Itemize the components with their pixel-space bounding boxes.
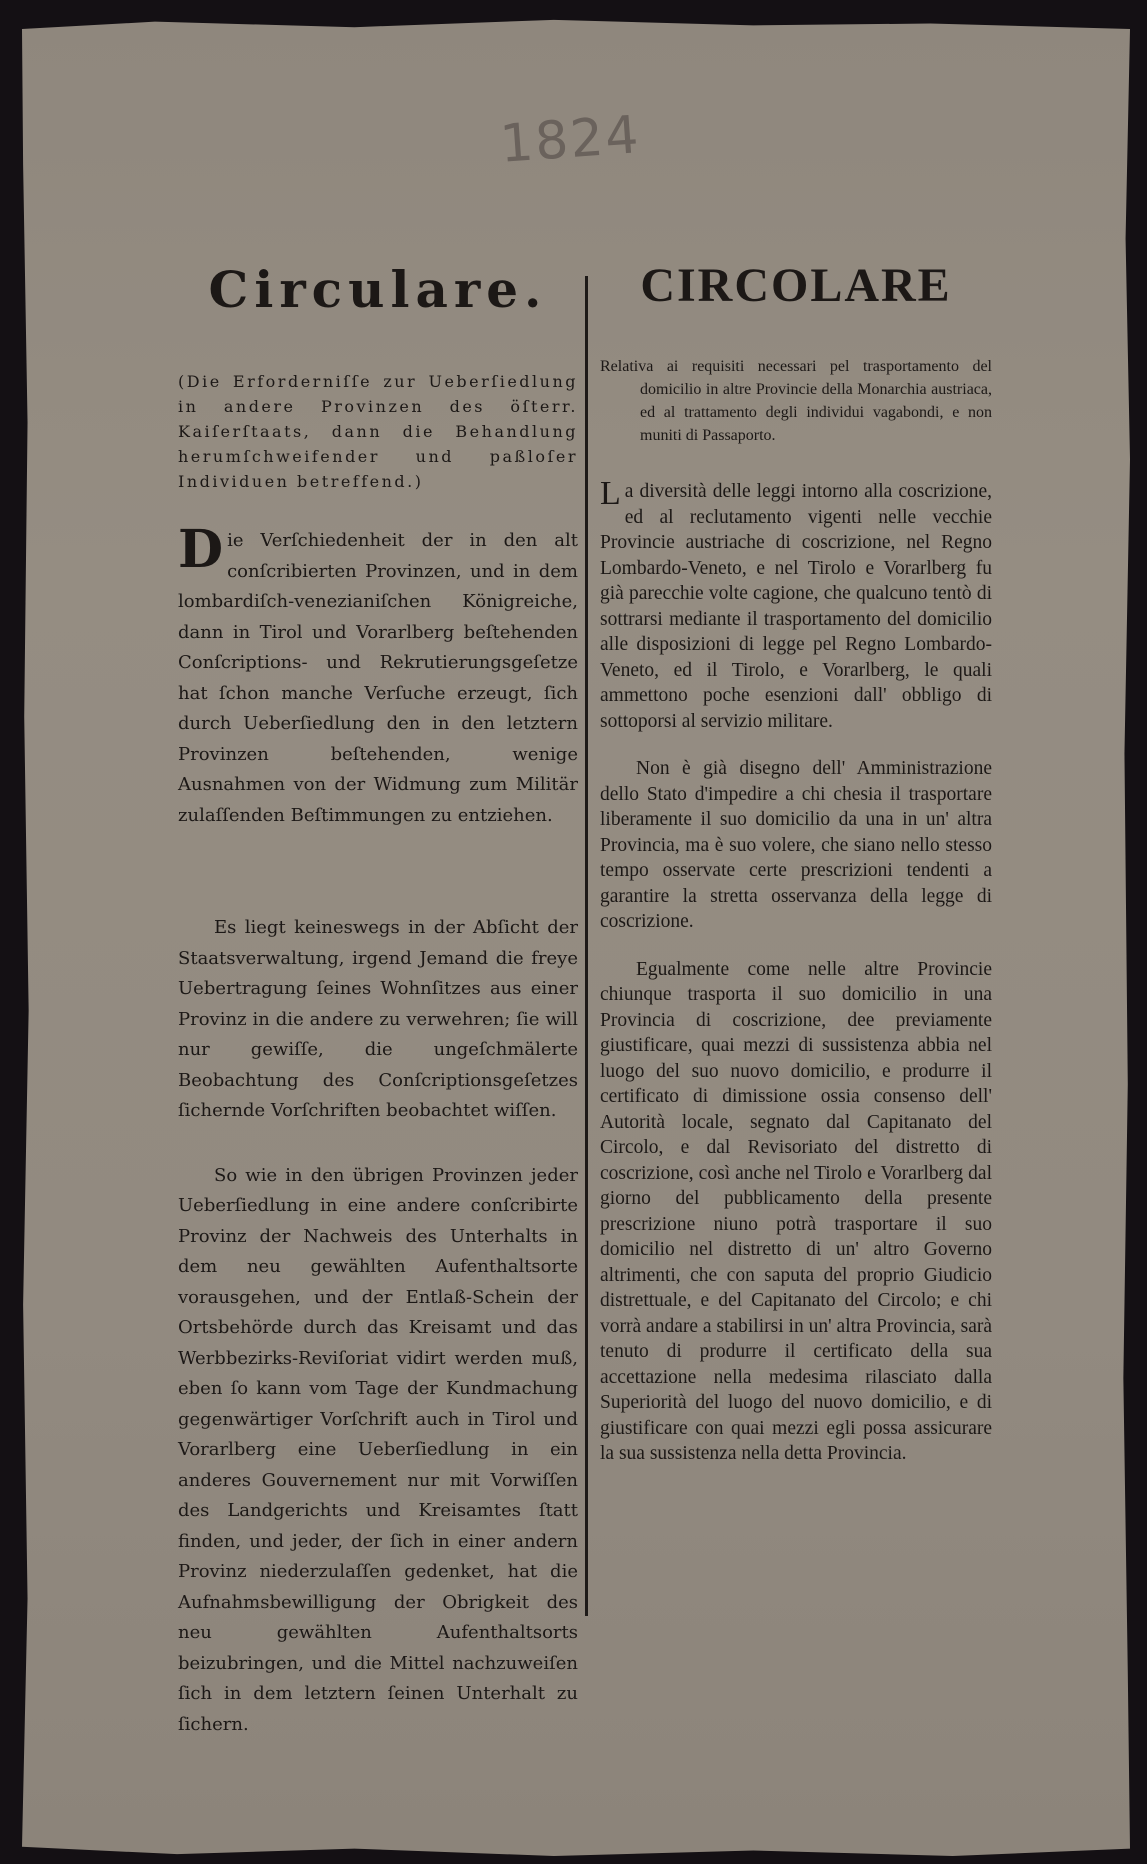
german-paragraph-3: So wie in den übrigen Provinzen jeder Ueberſiedlung in eine andere conſcribirte Provinz der Nachweis des Unterhalts in dem neu gewählten Aufenthaltsorte vorausgehen, und der Entlaß-Schein der Ortsbehörde durch das Kreisamt und das Werbbezirks-Reviſoriat vidirt werden muß, eben ſo kann vom Tage der Kundmachung gegenwärtiger Vorſchrift auch in Tirol und Vorarlberg eine Ueberſiedlung in ein anderes Gouvernement nur mit Vorwiſſen des Landgerichts und Kreisamtes ſtatt finden, und jeder, der ſich in einer andern Provinz niederzulaſſen gedenket, hat die Aufnahmsbewilligung der Obrigkeit des neu gewählten Aufenthaltsorts beizubringen, und die Mittel nachzuweiſen ſich in dem letztern ſeinen Unterhalt zu ſichern.: [178, 1164, 578, 1735]
italian-paragraph-2: Non è già disegno dell' Amministrazione dello Stato d'impedire a chi chesia il trasportare liberamente il suo domicilio da una in un' altra Provincia, ma è suo volere, che siano nello stesso tempo osservate certe prescrizioni tendenti a garantire la stretta osservanza della legge di coscrizione.: [600, 758, 992, 932]
german-paragraph-1-text: ie Verſchiedenheit der in den alt conſcribierten Provinzen, und in dem lombardiſch-venezianiſchen Königreiche, dann in Tirol und Vorarlberg beſtehenden Conſcriptions- und Rekrutierungsgeſetze hat ſchon manche Verſuche erzeugt, ſich durch Ueberſiedlung den in den letztern Provinzen beſtehenden, wenige Ausnahmen von der Widmung zum Militär zulaſſenden Beſtimmungen zu entziehen.: [178, 530, 578, 826]
italian-dropcap: L: [600, 475, 621, 512]
german-dropcap: D: [178, 519, 224, 580]
german-paragraph-1: [178, 519, 578, 831]
column-divider: [585, 276, 588, 1616]
italian-subtitle: Relativa ai requisiti necessari pel trasportamento del domicilio in altre Provincie della Monarchia austriaca, ed al trattamento degli individui vagabondi, e non muniti di Passaporto.: [600, 358, 992, 444]
italian-paragraph-1-text: a diversità delle leggi intorno alla coscrizione, ed al reclutamento vigenti nelle vecchie Provincie austriache di coscrizione, nel Regno Lombardo-Veneto, e nel Tirolo e Vorarlberg fu già parecchie volte cagione, che qualcuno tentò di sottrarsi mediante il trasportamento del domicilio alle disposizioni di legge pel Regno Lombardo-Veneto, ed il Tirolo, e Vorarlberg, le quali ammettono poche esenzioni dall' obbligo di sottoporsi al servizio militare.: [600, 481, 992, 732]
german-paragraph-2: Es liegt keineswegs in der Abſicht der Staatsverwaltung, irgend Jemand die freye Uebertragung ſeines Wohnſitzes aus einer Provinz in die andere zu verwehren; ſie will nur gewiſſe, die ungeſchmälerte Beobachtung des Conſcriptionsgeſetzes ſichernde Vorſchriften beobachtet wiſſen.: [178, 917, 578, 1121]
handwritten-year-annotation: 1824: [498, 105, 643, 175]
german-subtitle: (Die Erforderniſſe zur Ueberſiedlung in andere Provinzen des öſterr. Kaiſerſtaats, dann die Behandlung herumſchweifender und paßloſer Individuen betreffend.): [178, 372, 578, 491]
german-title: Circulare.: [208, 260, 548, 319]
italian-column: [600, 258, 992, 1467]
italian-paragraph-3: Egualmente come nelle altre Provincie chiunque trasporta il suo domicilio in una Provincia di coscrizione, dee previamente giustificare, quai mezzi di sussistenza abbia nel luogo del suo nuovo domicilio, e produrre il certificato di dimissione ossia consenso dell' Autorità locale, segnato dal Capitanato del Circolo, e dal Revisoriato del distretto di coscrizione, così anche nel Tirolo e Vorarlberg dal giorno del pubblicamento della presente prescrizione niuno potrà trasportare il suo domicilio nel distretto di un' altro Governo altrimenti, che con saputa del proprio Giudicio distrettuale, e del Capitanato del Circolo; e chi vorrà andare a stabilirsi in un' altra Provincia, sarà tenuto di produrre il certificato della sua accettazione nella medesima rilasciato dalla Superiorità del luogo del nuovo domicilio, e di giustificare con quai mezzi egli possa assicurare la sua sussistenza nella detta Provincia.: [600, 958, 992, 1464]
german-column: [178, 260, 578, 1740]
italian-title: CIRCOLARE: [640, 259, 952, 312]
italian-paragraph-1: [600, 475, 992, 734]
